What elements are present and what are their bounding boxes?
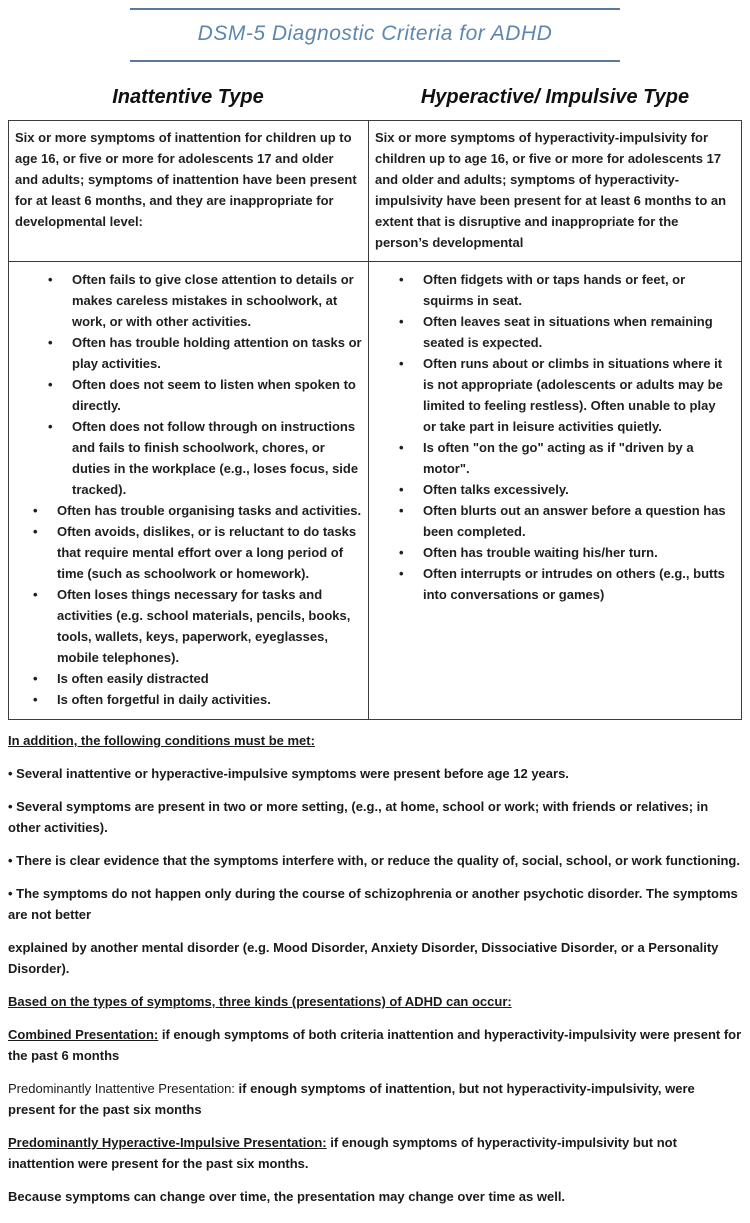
list-item-text: • Is often easily distracted [57,671,209,686]
title-block [130,8,620,62]
list-item-text: • Is often forgetful in daily activities. [57,692,271,707]
combined-presentation [8,1024,742,1066]
list-item-text: • Often interrupts or intrudes on others (e.g., butts into conversations or games) [423,566,725,602]
inattentive-heading: Inattentive Type [112,86,264,108]
list-item-text: • Often loses things necessary for tasks and activities (e.g. school materials, pencils, books, tools, wallets, keys, paperwork, eyeglasses, mobile telephones). [57,587,351,665]
list-item [375,563,735,605]
condition-item: • There is clear evidence that the symptoms interfere with, or reduce the quality of, social, school, or work functioning. [8,853,740,868]
list-item-text: • Often avoids, dislikes, or is reluctant to do tasks that require mental effort over a long period of time (such as schoolwork or homework). [57,524,357,581]
hyperactive-presentation-text: if enough symptoms of hyperactivity-impulsivity but not inattention were present for the past six months. [8,1135,677,1171]
list-item-text: • Often has trouble organising tasks and activities. [57,503,362,518]
list-item [375,542,735,563]
combined-presentation-label: Combined Presentation: [8,1027,159,1042]
presentations-heading: Based on the types of symptoms, three kinds (presentations) of ADHD can occur: [8,994,512,1009]
criteria-table [8,120,742,720]
hyperactive-presentation-label: Predominantly Hyperactive-Impulsive Presentation: [8,1135,327,1150]
hyperactive-symptom-list [369,262,741,719]
list-item-text: • Often runs about or climbs in situations where it is not appropriate (adolescents or adults may be limited to feeling restless). Often unable to play or take part in leisure activities quietly. [423,356,723,434]
list-item [15,416,362,500]
hyperactive-presentation [8,1132,742,1174]
list-item [15,668,362,689]
list-item [375,269,735,311]
list-item-text: • Often blurts out an answer before a question has been completed. [423,503,726,539]
title-rule-bottom [130,60,620,62]
list-item-text: • Is often "on the go" acting as if "driven by a motor". [423,440,694,476]
list-item [15,689,362,710]
list-item-text: • Often talks excessively. [423,482,569,497]
hyperactive-intro: Six or more symptoms of hyperactivity-impulsivity for children up to age 16, or five or more for adolescents 17 and older and adults; symptoms of hyperactivity-impulsivity have been present for at least 6 months to an extent that is disruptive and inappropriate for the person’s developmental [369,121,741,262]
inattentive-presentation [8,1078,742,1120]
presentations-section [8,991,742,1207]
list-item-text: • Often fidgets with or taps hands or feet, or squirms in seat. [423,272,686,308]
list-item-text: • Often has trouble waiting his/her turn. [423,545,658,560]
condition-item: • Several symptoms are present in two or more setting, (e.g., at home, school or work; with friends or relatives; in other activities). [8,799,709,835]
inattentive-intro: Six or more symptoms of inattention for children up to age 16, or five or more for adolescents 17 and older and adults; symptoms of inattention have been present for at least 6 months, and they are inappropriate for developmental level: [9,121,369,262]
column-headings [8,86,742,109]
inattentive-presentation-label: Predominantly Inattentive Presentation: [8,1081,235,1096]
list-item [15,269,362,332]
list-item [15,332,362,374]
combined-presentation-text: if enough symptoms of both criteria inattention and hyperactivity-impulsivity were present for the past 6 months [8,1027,742,1063]
list-item-text: • Often does not follow through on instructions and fails to finish schoolwork, chores, or duties in the workplace (e.g., loses focus, side tracked). [72,419,359,497]
page-title: DSM-5 Diagnostic Criteria for ADHD [197,22,553,45]
list-item-text: • Often fails to give close attention to details or makes careless mistakes in schoolwork, at work, or with other activities. [72,272,354,329]
list-item [375,353,735,437]
list-item [375,500,735,542]
inattentive-symptom-list [9,262,369,719]
list-item-text: • Often has trouble holding attention on tasks or play activities. [72,335,362,371]
presentations-footer: Because symptoms can change over time, the presentation may change over time as well. [8,1189,566,1204]
list-item [15,374,362,416]
list-item [15,500,362,521]
list-item-text: • Often leaves seat in situations when remaining seated is expected. [423,314,713,350]
list-item [15,521,362,584]
list-item [375,479,735,500]
list-item [15,584,362,668]
hyperactive-heading: Hyperactive/ Impulsive Type [420,86,690,108]
list-item [375,311,735,353]
conditions-section [8,730,742,979]
inattentive-presentation-text: if enough symptoms of inattention, but not hyperactivity-impulsivity, were present for the past six months [8,1081,695,1117]
list-item-text: • Often does not seem to listen when spoken to directly. [72,377,356,413]
condition-continuation: explained by another mental disorder (e.g. Mood Disorder, Anxiety Disorder, Dissociative Disorder, or a Personality Disorder). [8,940,719,976]
conditions-heading: In addition, the following conditions must be met: [8,733,315,748]
list-item [375,437,735,479]
condition-item: • The symptoms do not happen only during the course of schizophrenia or another psychotic disorder. The symptoms are not better [8,886,738,922]
condition-item: • Several inattentive or hyperactive-impulsive symptoms were present before age 12 years. [8,766,569,781]
